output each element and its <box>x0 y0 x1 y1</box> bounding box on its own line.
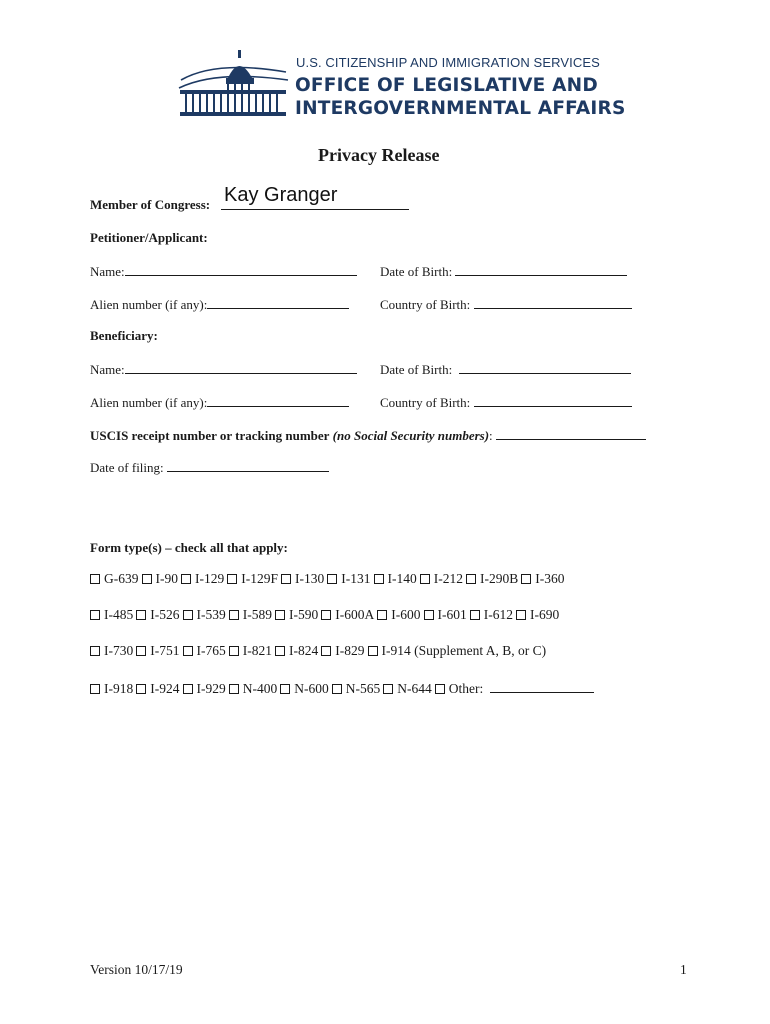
form-type-label: Other: <box>448 681 484 696</box>
checkbox[interactable] <box>136 610 146 620</box>
beneficiary-heading: Beneficiary: <box>90 328 158 343</box>
form-type-label: I-130 <box>295 571 325 586</box>
form-type-label: I-924 <box>150 681 180 696</box>
form-checkbox-item[interactable] <box>183 607 226 622</box>
petitioner-dob-row <box>380 262 627 280</box>
form-type-label: I-824 <box>289 643 319 658</box>
checkbox[interactable] <box>466 574 476 584</box>
checkbox[interactable] <box>424 610 434 620</box>
checkbox[interactable] <box>327 574 337 584</box>
form-type-label: I-918 <box>104 681 134 696</box>
checkbox[interactable] <box>516 610 526 620</box>
form-checkbox-item[interactable] <box>521 571 564 586</box>
checkbox[interactable] <box>229 610 239 620</box>
checkbox[interactable] <box>227 574 237 584</box>
form-type-label: I-829 <box>335 643 365 658</box>
form-type-label: I-485 <box>104 607 134 622</box>
capitol-building-icon <box>176 50 291 120</box>
form-type-label: I-821 <box>242 643 272 658</box>
checkbox[interactable] <box>332 684 342 694</box>
form-checkbox-item[interactable] <box>470 607 513 622</box>
beneficiary-alien-label: Alien number (if any): <box>90 395 208 410</box>
form-checkbox-item[interactable] <box>327 571 370 586</box>
checkbox[interactable] <box>183 684 193 694</box>
form-type-label: N-565 <box>345 681 381 696</box>
filing-label: Date of filing: <box>90 460 164 475</box>
agency-logo <box>176 50 291 124</box>
petitioner-cob-row <box>380 295 632 313</box>
checkbox[interactable] <box>275 610 285 620</box>
checkbox[interactable] <box>229 684 239 694</box>
form-checkbox-item[interactable] <box>383 681 432 696</box>
form-type-label: I-600 <box>391 607 421 622</box>
checkbox[interactable] <box>281 574 291 584</box>
receipt-label: USCIS receipt number or tracking number <box>90 428 330 443</box>
form-checkbox-item[interactable] <box>136 607 179 622</box>
form-row-4 <box>90 679 594 697</box>
checkbox[interactable] <box>521 574 531 584</box>
form-type-label: G-639 <box>104 571 139 586</box>
form-type-label: I-751 <box>150 643 180 658</box>
petitioner-heading: Petitioner/Applicant: <box>90 230 208 245</box>
checkbox[interactable] <box>420 574 430 584</box>
checkbox[interactable] <box>183 610 193 620</box>
checkbox[interactable] <box>374 574 384 584</box>
petitioner-dob-field[interactable] <box>455 262 627 276</box>
checkbox[interactable] <box>142 574 152 584</box>
receipt-number-field[interactable] <box>496 426 646 440</box>
checkbox[interactable] <box>136 684 146 694</box>
petitioner-name-label: Name: <box>90 264 125 279</box>
form-checkbox-item[interactable] <box>281 571 324 586</box>
filing-date-field[interactable] <box>167 458 329 472</box>
member-of-congress-field[interactable] <box>221 185 409 210</box>
beneficiary-name-field[interactable] <box>125 360 357 374</box>
checkbox[interactable] <box>136 646 146 656</box>
form-checkbox-item[interactable] <box>321 643 364 658</box>
checkbox[interactable] <box>181 574 191 584</box>
checkbox[interactable] <box>90 684 100 694</box>
petitioner-alien-label: Alien number (if any): <box>90 297 208 312</box>
beneficiary-cob-field[interactable] <box>474 393 632 407</box>
receipt-note: (no Social Security numbers) <box>332 428 490 443</box>
checkbox[interactable] <box>229 646 239 656</box>
page-title: Privacy Release <box>318 145 440 165</box>
form-checkbox-item[interactable] <box>183 643 226 658</box>
checkbox[interactable] <box>321 610 331 620</box>
beneficiary-dob-label: Date of Birth: <box>380 362 453 377</box>
checkbox[interactable] <box>368 646 378 656</box>
form-checkbox-item[interactable] <box>90 681 133 696</box>
beneficiary-dob-row <box>380 360 631 378</box>
form-type-label: I-526 <box>150 607 180 622</box>
form-type-label: I-140 <box>387 571 417 586</box>
checkbox[interactable] <box>90 574 100 584</box>
agency-name: U.S. CITIZENSHIP AND IMMIGRATION SERVICES <box>296 55 600 70</box>
form-checkbox-item[interactable] <box>377 607 420 622</box>
beneficiary-dob-field[interactable] <box>459 360 631 374</box>
petitioner-name-row <box>90 262 357 280</box>
form-checkbox-item[interactable] <box>90 607 133 622</box>
form-type-label: I-600A <box>335 607 375 622</box>
form-type-label: I-914 (Supplement A, B, or C) <box>381 643 547 658</box>
checkbox[interactable] <box>90 646 100 656</box>
petitioner-name-field[interactable] <box>125 262 357 276</box>
form-checkbox-item[interactable] <box>466 571 518 586</box>
receipt-colon: : <box>489 428 493 443</box>
beneficiary-cob-row <box>380 393 632 411</box>
form-type-label: I-730 <box>104 643 134 658</box>
form-type-label: I-601 <box>437 607 467 622</box>
form-checkbox-item[interactable] <box>142 571 179 586</box>
checkbox[interactable] <box>321 646 331 656</box>
form-type-label: N-400 <box>242 681 278 696</box>
form-type-label: I-690 <box>530 607 560 622</box>
form-type-label: I-129F <box>241 571 278 586</box>
beneficiary-alien-row <box>90 393 349 411</box>
form-checkbox-item[interactable] <box>321 607 374 622</box>
form-type-label: I-612 <box>483 607 513 622</box>
form-checkbox-item[interactable] <box>90 643 133 658</box>
beneficiary-alien-field[interactable] <box>207 393 349 407</box>
version-text: Version 10/17/19 <box>90 962 183 977</box>
checkbox[interactable] <box>275 646 285 656</box>
form-type-label: I-589 <box>242 607 272 622</box>
form-checkbox-item[interactable] <box>275 643 318 658</box>
form-checkbox-item[interactable] <box>181 571 224 586</box>
petitioner-cob-label: Country of Birth: <box>380 297 471 312</box>
member-of-congress-value: Kay Granger <box>224 184 338 206</box>
form-checkbox-item[interactable] <box>227 571 278 586</box>
beneficiary-name-row <box>90 360 357 378</box>
beneficiary-cob-label: Country of Birth: <box>380 395 471 410</box>
petitioner-dob-label: Date of Birth: <box>380 264 453 279</box>
form-checkbox-item[interactable] <box>90 571 139 586</box>
form-type-label: N-644 <box>397 681 432 696</box>
petitioner-alien-field[interactable] <box>207 295 349 309</box>
form-type-label: I-90 <box>155 571 178 586</box>
receipt-row <box>90 426 646 444</box>
beneficiary-name-label: Name: <box>90 362 125 377</box>
form-type-label: I-539 <box>196 607 226 622</box>
form-checkbox-item[interactable] <box>275 607 318 622</box>
form-checkbox-item[interactable] <box>229 607 272 622</box>
form-checkbox-item[interactable] <box>332 681 381 696</box>
form-checkbox-item[interactable] <box>435 681 484 696</box>
checkbox[interactable] <box>435 684 445 694</box>
form-type-label: I-212 <box>433 571 463 586</box>
form-type-label: N-600 <box>294 681 329 696</box>
form-types-heading: Form type(s) – check all that apply: <box>90 540 288 555</box>
filing-row <box>90 458 329 476</box>
form-checkbox-item[interactable] <box>420 571 463 586</box>
checkbox[interactable] <box>183 646 193 656</box>
form-type-label: I-929 <box>196 681 226 696</box>
form-checkbox-item[interactable] <box>136 643 179 658</box>
form-row-2 <box>90 607 562 623</box>
form-row-1 <box>90 571 568 587</box>
petitioner-alien-row <box>90 295 349 313</box>
page-number: 1 <box>680 962 687 977</box>
office-name-line2: INTERGOVERNMENTAL AFFAIRS <box>295 98 626 119</box>
form-type-label: I-129 <box>195 571 225 586</box>
form-type-label: I-290B <box>480 571 519 586</box>
form-checkbox-item[interactable] <box>280 681 329 696</box>
other-form-field[interactable] <box>490 679 594 693</box>
petitioner-cob-field[interactable] <box>474 295 632 309</box>
form-row-3 <box>90 643 549 659</box>
form-checkbox-item[interactable] <box>424 607 467 622</box>
office-name-line1: OFFICE OF LEGISLATIVE AND <box>295 75 598 96</box>
checkbox[interactable] <box>280 684 290 694</box>
member-of-congress-label: Member of Congress: <box>90 197 211 212</box>
form-checkbox-item[interactable] <box>229 681 278 696</box>
checkbox[interactable] <box>470 610 480 620</box>
form-type-label: I-131 <box>341 571 371 586</box>
form-type-label: I-765 <box>196 643 226 658</box>
form-checkbox-item[interactable] <box>183 681 226 696</box>
form-checkbox-item[interactable] <box>229 643 272 658</box>
form-type-label: I-590 <box>289 607 319 622</box>
form-checkbox-item[interactable] <box>516 607 559 622</box>
checkbox[interactable] <box>377 610 387 620</box>
form-checkbox-item[interactable] <box>368 643 547 658</box>
form-checkbox-item[interactable] <box>374 571 417 586</box>
checkbox[interactable] <box>383 684 393 694</box>
checkbox[interactable] <box>90 610 100 620</box>
form-checkbox-item[interactable] <box>136 681 179 696</box>
form-type-label: I-360 <box>535 571 565 586</box>
